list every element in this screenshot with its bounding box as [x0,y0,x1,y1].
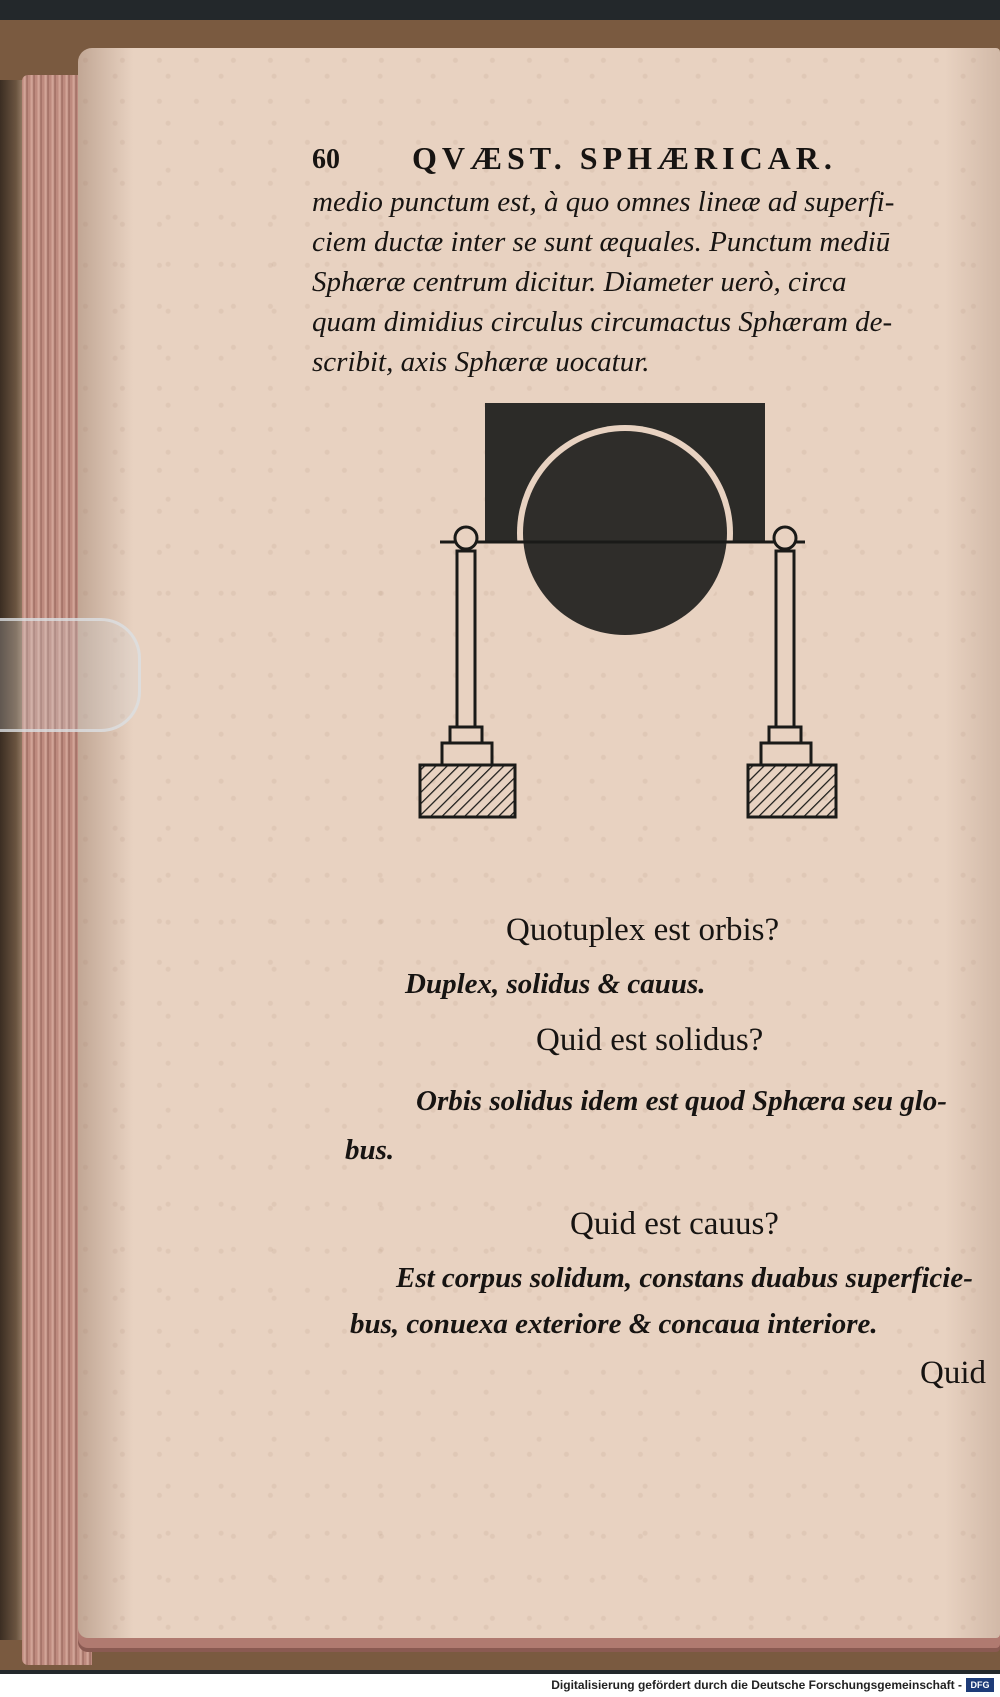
body-line-3: Sphæræ centrum dicitur. Diameter uerò, circa [312,266,847,298]
footer-bar [0,1674,1000,1697]
question-2: Quid est solidus? [536,1022,764,1058]
question-1: Quotuplex est orbis? [506,912,780,948]
left-column-icon [420,527,515,817]
body-line-5: scribit, axis Sphæræ uocatur. [312,346,650,378]
body-line-1: medio punctum est, à quo omnes lineæ ad superfi- [312,186,895,218]
question-3: Quid est cauus? [570,1206,779,1242]
body-line-4: quam dimidius circulus circumactus Sphæram de- [312,306,893,338]
answer-3-line-2: bus, conuexa exteriore & concaua interiore. [350,1308,878,1340]
running-title: QVÆST. SPHÆRICAR. [412,140,837,176]
right-column-icon [748,527,836,817]
page-number: 60 [312,144,340,175]
dfg-logo: DFG [966,1678,994,1692]
body-line-2: ciem ductæ inter se sunt æquales. Punctum mediū [312,226,891,258]
answer-2-line-1: Orbis solidus idem est quod Sphæra seu glo- [416,1085,947,1117]
answer-2-line-2: bus. [345,1134,395,1166]
page-clip [0,618,141,732]
sphere-woodcut-illustration [410,395,850,835]
answer-1: Duplex, solidus & cauus. [405,968,706,1000]
answer-3-line-1: Est corpus solidum, constans duabus superficie- [396,1262,973,1294]
catchword: Quid [920,1355,986,1391]
footer-credit: Digitalisierung gefördert durch die Deutsche Forschungsgemeinschaft - [551,1678,962,1692]
